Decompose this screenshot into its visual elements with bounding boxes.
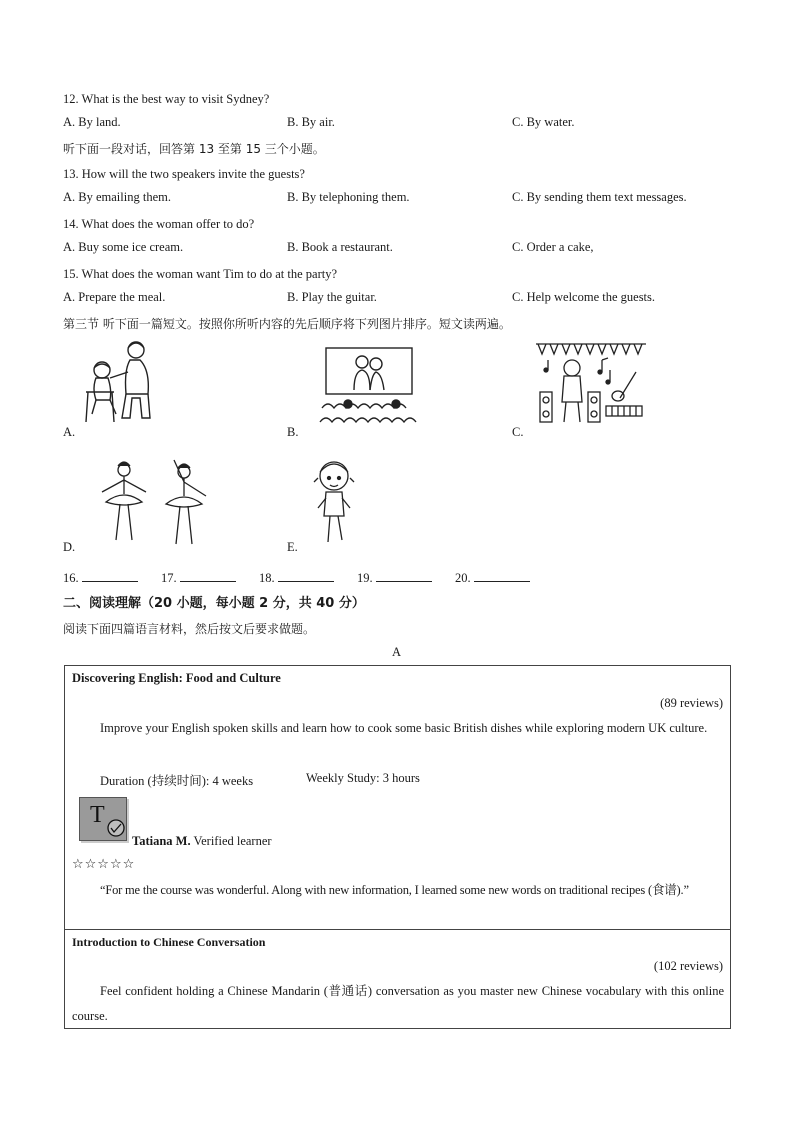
reading-instruction: 阅读下面四篇语言材料，然后按文后要求做题。: [63, 622, 316, 636]
picture-c-label: C.: [512, 425, 524, 439]
blank-line: [474, 570, 530, 582]
q12-stem: 12. What is the best way to visit Sydney?: [63, 92, 270, 106]
reviewer-avatar: [79, 797, 127, 841]
verified-check-icon: [106, 818, 126, 838]
reviewer-name: Tatiana M.: [132, 834, 191, 848]
picture-e-girl: [312, 458, 356, 548]
course-1-weekly-study: Weekly Study: 3 hours: [306, 771, 420, 785]
q15-option-b: B. Play the guitar.: [287, 290, 377, 304]
q14-option-b: B. Book a restaurant.: [287, 240, 393, 254]
instruction-13-15: 听下面一段对话，回答第 13 至第 15 三个小题。: [63, 142, 325, 156]
q13-option-c: C. By sending them text messages.: [512, 190, 687, 204]
course-2-section: [65, 930, 730, 1028]
picture-e-label: E.: [287, 540, 298, 554]
blank-line: [278, 570, 334, 582]
course-2-title: Introduction to Chinese Conversation: [72, 935, 266, 949]
picture-c-music-performance: [532, 340, 648, 430]
q15-stem: 15. What does the woman want Tim to do at the party?: [63, 267, 338, 281]
blank-line: [82, 570, 138, 582]
course-table: [64, 665, 731, 1029]
q15-option-c: C. Help welcome the guests.: [512, 290, 656, 304]
reviewer-line: [132, 834, 272, 849]
q13-option-a: A. By emailing them.: [63, 190, 171, 204]
answer-blank-17[interactable]: [161, 570, 236, 586]
reading-heading: 二、阅读理解（20 小题，每小题 2 分，共 40 分）: [63, 596, 365, 611]
course-1-description: Improve your English spoken skills and learn how to cook some basic British dishes while exploring modern UK culture.: [100, 721, 708, 735]
picture-b-label: B.: [287, 425, 299, 439]
picture-a-label: A.: [63, 425, 76, 439]
answer-blank-16[interactable]: [63, 570, 138, 586]
course-1-review-quote: “For me the course was wonderful. Along with new information, I learned some new words on traditional recipes (食谱).”: [100, 883, 689, 897]
passage-label: A: [392, 645, 402, 659]
q12-option-b: B. By air.: [287, 115, 335, 129]
q14-option-a: A. Buy some ice cream.: [63, 240, 184, 254]
q13-option-b: B. By telephoning them.: [287, 190, 410, 204]
avatar-letter: T: [90, 802, 105, 828]
section3-instruction: 第三节 听下面一篇短文。按照你所听内容的先后顺序将下列图片排序。短文读两遍。: [63, 317, 511, 331]
blank-line: [376, 570, 432, 582]
reviewer-status: Verified learner: [193, 834, 272, 848]
rating-stars-icon: ☆☆☆☆☆: [72, 857, 136, 872]
blank-line: [180, 570, 236, 582]
q12-option-a: A. By land.: [63, 115, 121, 129]
course-2-description: Feel confident holding a Chinese Mandarin (普通话) conversation as you master new Chinese vocabulary with this online course.: [72, 984, 724, 1023]
course-1-title: Discovering English: Food and Culture: [72, 671, 281, 685]
answer-blank-16-number: 16.: [63, 571, 79, 585]
answer-blank-20-number: 20.: [455, 571, 471, 585]
picture-a-adult-helping-child: [80, 338, 162, 428]
answer-blank-18[interactable]: [259, 570, 334, 586]
answer-blank-18-number: 18.: [259, 571, 275, 585]
picture-b-cinema: [318, 346, 418, 434]
answer-blank-19-number: 19.: [357, 571, 373, 585]
course-1-duration: Duration (持续时间): 4 weeks: [100, 774, 254, 788]
picture-d-label: D.: [63, 540, 76, 554]
q13-stem: 13. How will the two speakers invite the guests?: [63, 167, 305, 181]
q12-option-c: C. By water.: [512, 115, 575, 129]
picture-d-ballet-dancers: [92, 456, 216, 548]
q15-option-a: A. Prepare the meal.: [63, 290, 166, 304]
course-1-reviews: (89 reviews): [660, 696, 723, 710]
answer-blank-20[interactable]: [455, 570, 530, 586]
q14-stem: 14. What does the woman offer to do?: [63, 217, 255, 231]
answer-blank-19[interactable]: [357, 570, 432, 586]
answer-blank-17-number: 17.: [161, 571, 177, 585]
course-1-section: [65, 666, 730, 930]
q14-option-c: C. Order a cake,: [512, 240, 594, 254]
course-2-reviews: (102 reviews): [653, 959, 723, 973]
